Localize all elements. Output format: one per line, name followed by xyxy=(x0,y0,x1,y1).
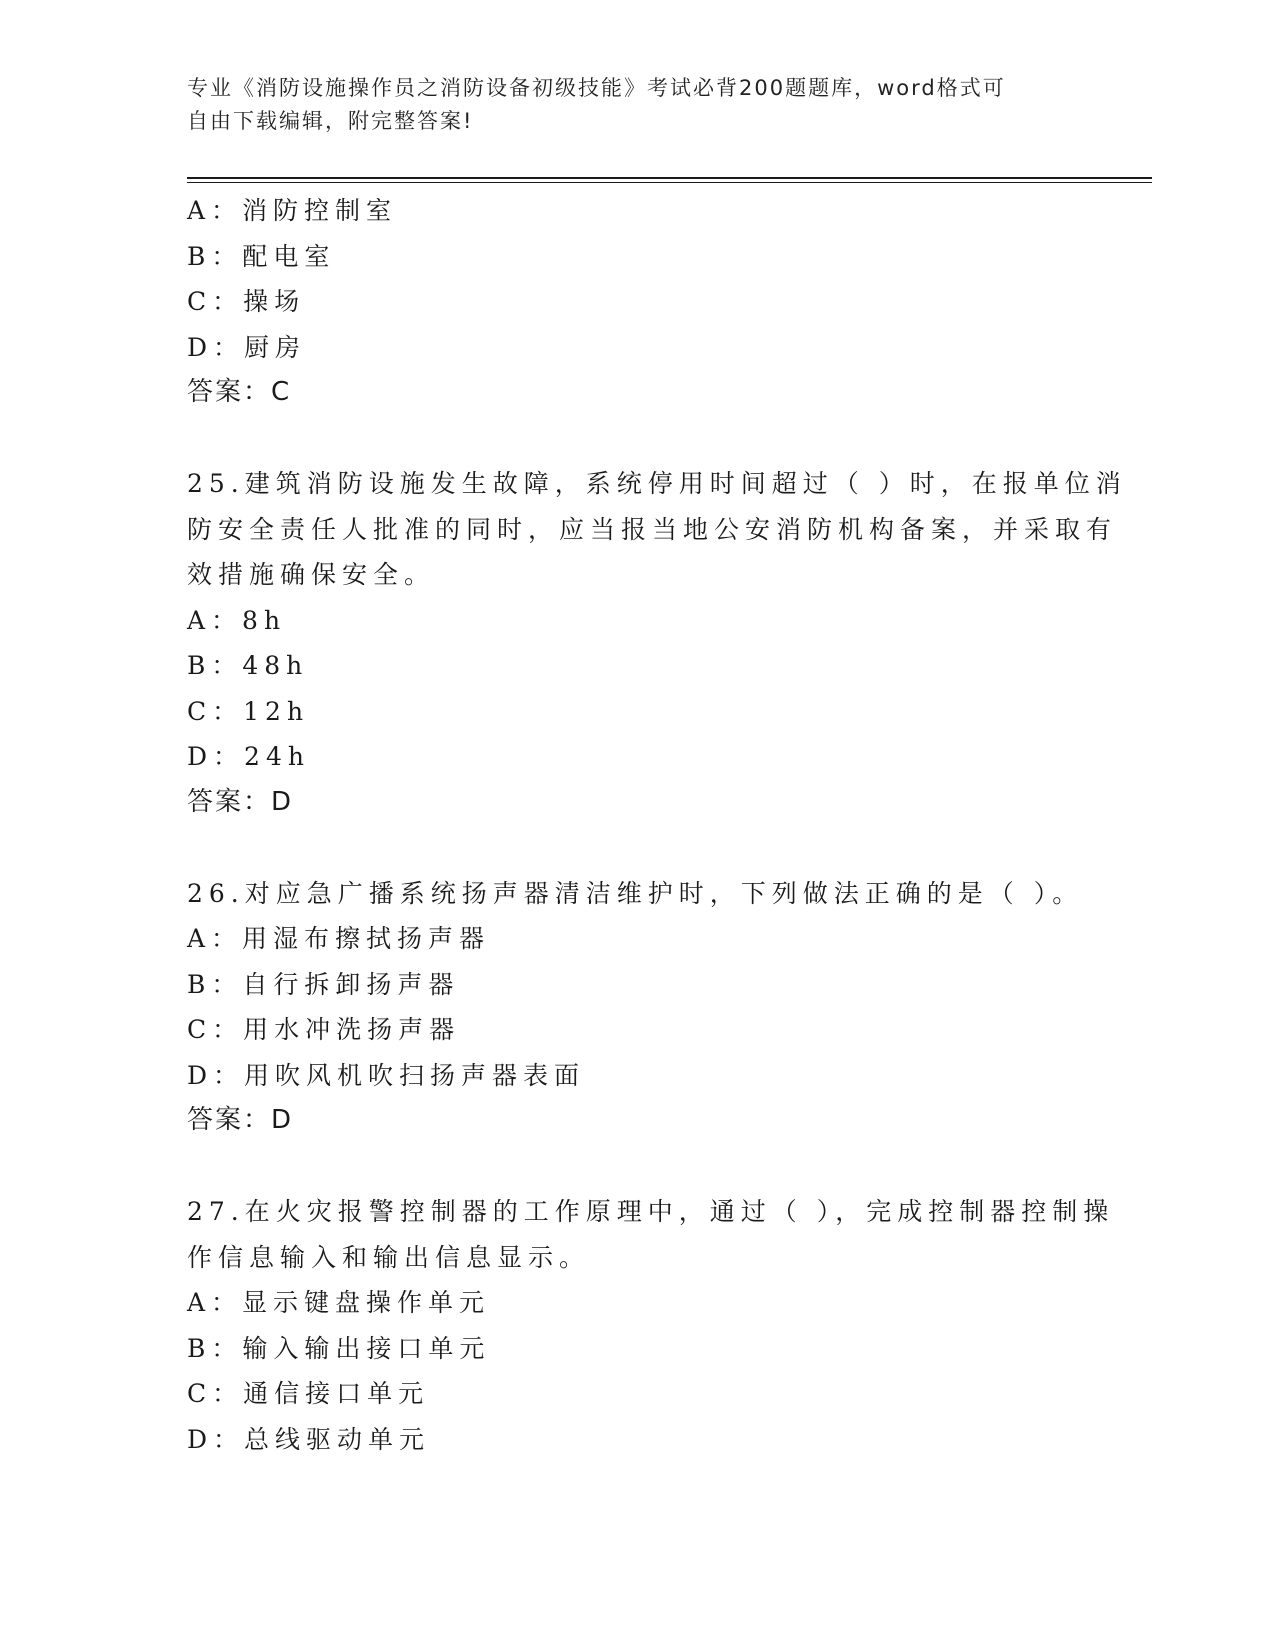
option-d: D：24h xyxy=(187,742,310,771)
header-line-1: 专业《消防设施操作员之消防设备初级技能》考试必背200题题库，word格式可 xyxy=(187,76,1006,100)
answer: 答案：D xyxy=(187,786,294,817)
option-b: B：48h xyxy=(187,651,309,680)
option-a: A：显示键盘操作单元 xyxy=(187,1288,491,1317)
option-c: C：操场 xyxy=(187,287,306,316)
option-b: B：自行拆卸扬声器 xyxy=(187,969,460,999)
question-text: 作信息输入和输出信息显示。 xyxy=(187,1242,591,1272)
question-text: 防安全责任人批准的同时，应当报当地公安消防机构备案，并采取有 xyxy=(187,514,1118,544)
answer: 答案：D xyxy=(187,1105,294,1135)
answer: 答案：C xyxy=(187,377,292,407)
spacer xyxy=(187,825,1087,871)
question-text: 26.对应急广播系统扬声器清洁维护时，下列做法正确的是（ ）。 xyxy=(187,878,1084,908)
question-text: 效措施确保安全。 xyxy=(187,560,436,589)
option-b: B：输入输出接口单元 xyxy=(187,1333,491,1363)
spacer xyxy=(187,416,1087,462)
question-26 xyxy=(187,871,1087,1144)
question-24 xyxy=(187,188,1087,416)
question-25 xyxy=(187,461,1127,825)
option-c: C：12h xyxy=(187,696,310,726)
option-a: A：用湿布擦拭扬声器 xyxy=(187,924,491,953)
header-divider xyxy=(187,177,1152,179)
option-a: A：8h xyxy=(187,605,287,635)
option-a: A：消防控制室 xyxy=(187,196,398,225)
question-27 xyxy=(187,1189,1115,1462)
header-divider-thin xyxy=(187,182,1152,183)
question-list xyxy=(187,188,1127,1462)
option-b: B：配电室 xyxy=(187,241,336,271)
option-c: C：用水冲洗扬声器 xyxy=(187,1015,461,1044)
document-header xyxy=(187,72,1067,138)
option-d: D：总线驱动单元 xyxy=(187,1424,431,1454)
option-c: C：通信接口单元 xyxy=(187,1379,430,1408)
option-d: D：用吹风机吹扫扬声器表面 xyxy=(187,1060,586,1090)
question-text: 25.建筑消防设施发生故障，系统停用时间超过（ ）时，在报单位消 xyxy=(187,469,1127,498)
option-d: D：厨房 xyxy=(187,332,307,362)
question-text: 27.在火灾报警控制器的工作原理中，通过（ ），完成控制器控制操 xyxy=(187,1197,1115,1226)
spacer xyxy=(187,1144,1087,1190)
header-line-2: 自由下载编辑，附完整答案! xyxy=(187,109,474,133)
